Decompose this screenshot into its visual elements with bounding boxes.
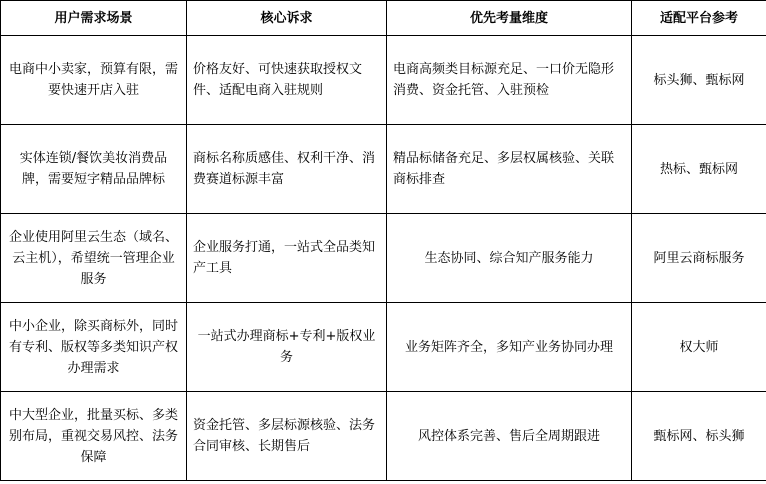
cell-scenario: 中小企业，除买商标外，同时有专利、版权等多类知识产权办理需求	[1, 303, 187, 392]
cell-core-demand: 价格友好、可快速获取授权文件、适配电商入驻规则	[187, 36, 387, 125]
cell-platform: 热标、甄标网	[632, 125, 766, 214]
header-core-demand: 核心诉求	[187, 1, 387, 36]
table-row	[1, 36, 766, 125]
cell-priority: 业务矩阵齐全，多知产业务协同办理	[387, 303, 632, 392]
cell-platform: 权大师	[632, 303, 766, 392]
header-scenario: 用户需求场景	[1, 1, 187, 36]
cell-priority: 生态协同、综合知产服务能力	[387, 214, 632, 303]
table-row	[1, 214, 766, 303]
table-row	[1, 125, 766, 214]
cell-priority: 电商高频类目标源充足、一口价无隐形消费、资金托管、入驻预检	[387, 36, 632, 125]
cell-scenario: 中大型企业，批量买标、多类别布局，重视交易风控、法务保障	[1, 392, 187, 481]
cell-core-demand: 资金托管、多层标源核验、法务合同审核、长期售后	[187, 392, 387, 481]
cell-core-demand: 商标名称质感佳、权利干净、消费赛道标源丰富	[187, 125, 387, 214]
cell-platform: 甄标网、标头狮	[632, 392, 766, 481]
cell-platform: 阿里云商标服务	[632, 214, 766, 303]
cell-priority: 精品标储备充足、多层权属核验、关联商标排查	[387, 125, 632, 214]
cell-core-demand: 企业服务打通，一站式全品类知产工具	[187, 214, 387, 303]
table-row	[1, 303, 766, 392]
table-header-row	[1, 1, 766, 36]
header-platform: 适配平台参考	[632, 1, 766, 36]
cell-core-demand: 一站式办理商标+专利+版权业务	[187, 303, 387, 392]
header-priority: 优先考量维度	[387, 1, 632, 36]
table-row	[1, 392, 766, 481]
cell-scenario: 实体连锁/餐饮美妆消费品牌，需要短字精品品牌标	[1, 125, 187, 214]
cell-scenario: 电商中小卖家，预算有限，需要快速开店入驻	[1, 36, 187, 125]
cell-priority: 风控体系完善、售后全周期跟进	[387, 392, 632, 481]
cell-platform: 标头狮、甄标网	[632, 36, 766, 125]
cell-scenario: 企业使用阿里云生态（域名、云主机），希望统一管理企业服务	[1, 214, 187, 303]
